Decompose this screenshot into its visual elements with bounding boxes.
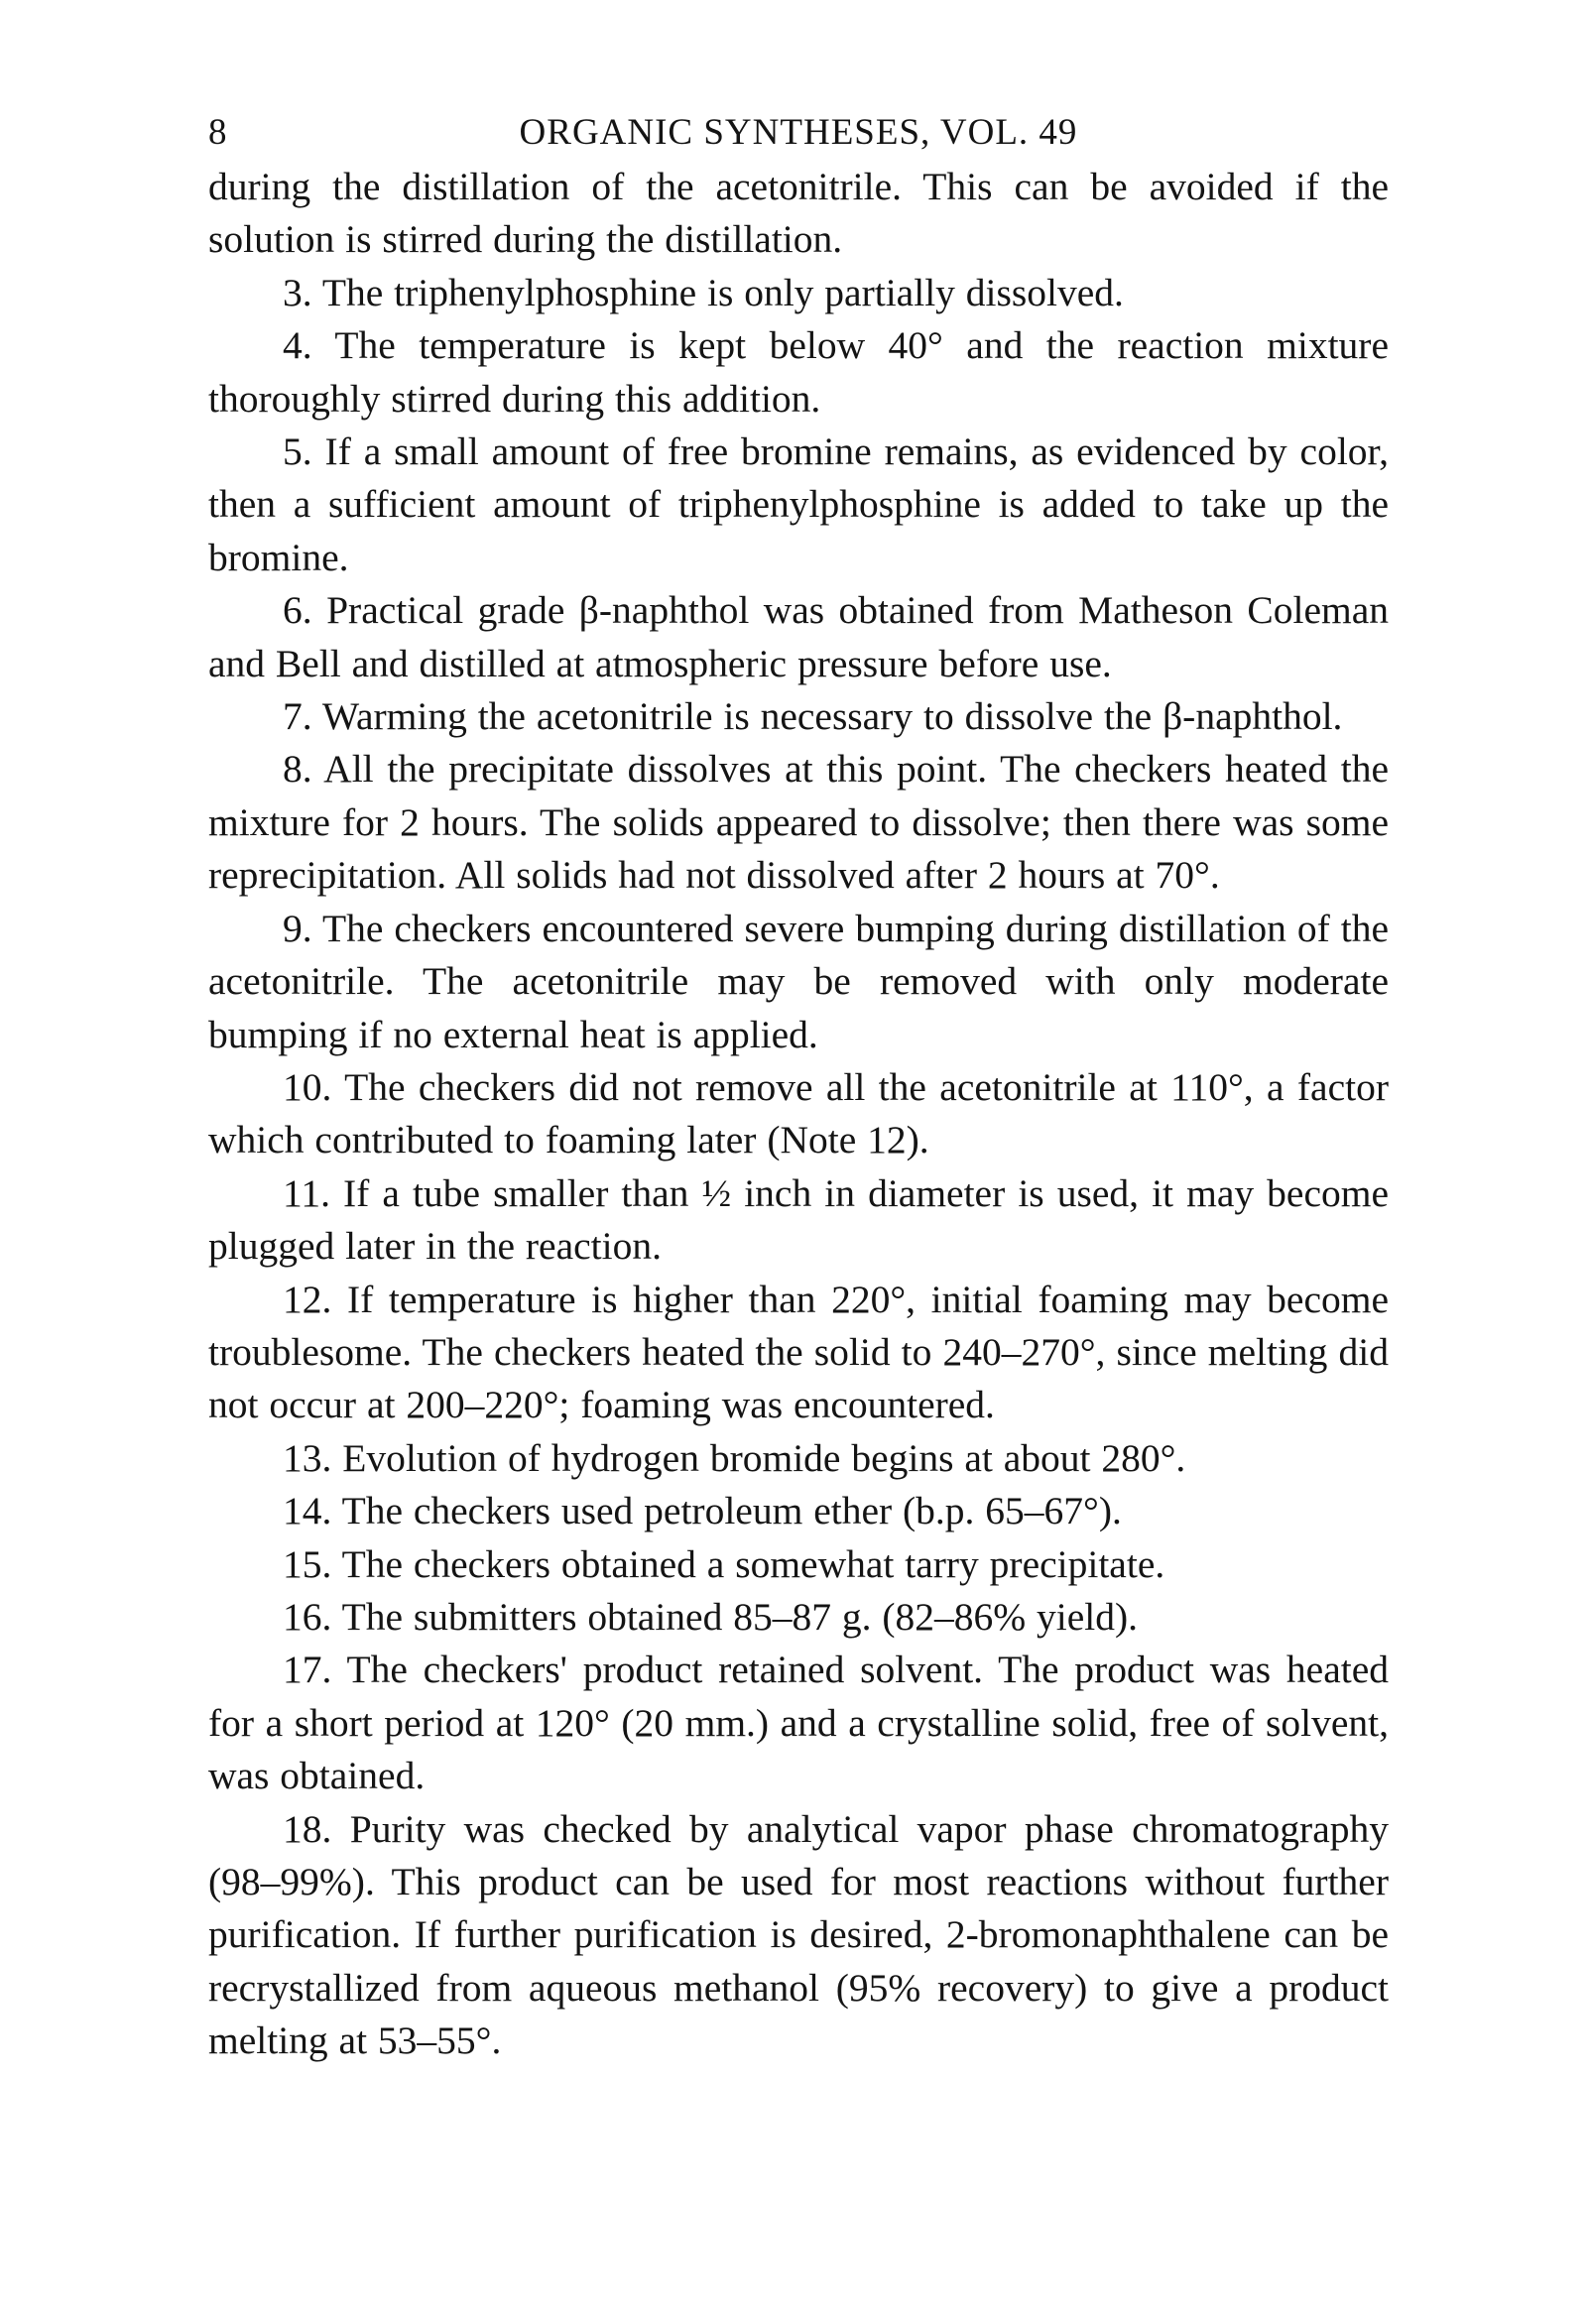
note-6: 6. Practical grade β-naphthol was obtained from Matheson Coleman and Bell and distilled at atmospheric pressure before use. <box>208 588 1389 685</box>
running-head <box>208 99 1389 161</box>
note-15: 15. The checkers obtained a somewhat tarry precipitate. <box>283 1541 1165 1586</box>
note-12: 12. If temperature is higher than 220°, initial foaming may become troublesome. The checkers heated the solid to 240–270°, since melting did not occur at 200–220°; foaming was encountered. <box>208 1277 1389 1427</box>
note-14: 14. The checkers used petroleum ether (b.p. 65–67°). <box>283 1489 1122 1533</box>
note-4: 4. The temperature is kept below 40° and the reaction mixture thoroughly stirred during this addition. <box>208 323 1389 421</box>
page <box>208 99 1389 2068</box>
note-16: 16. The submitters obtained 85–87 g. (82–86% yield). <box>283 1594 1139 1639</box>
note-2-continuation: during the distillation of the acetonitrile. This can be avoided if the solution is stirred during the distillation. <box>208 165 1389 262</box>
note-10: 10. The checkers did not remove all the acetonitrile at 110°, a factor which contributed to foaming later (Note 12). <box>208 1064 1389 1162</box>
page-number: 8 <box>208 112 228 153</box>
note-3: 3. The triphenylphosphine is only partially dissolved. <box>283 270 1124 314</box>
note-5: 5. If a small amount of free bromine remains, as evidenced by color, then a sufficient amount of triphenylphosphine is added to take up the bromine. <box>208 429 1389 579</box>
note-11: 11. If a tube smaller than ½ inch in diameter is used, it may become plugged later in the reaction. <box>208 1170 1389 1269</box>
running-title: ORGANIC SYNTHESES, VOL. 49 <box>519 112 1078 153</box>
note-9: 9. The checkers encountered severe bumping during distillation of the acetonitrile. The acetonitrile may be removed with only moderate bumping if no external heat is applied. <box>208 906 1389 1056</box>
note-13: 13. Evolution of hydrogen bromide begins at about 280°. <box>283 1435 1186 1480</box>
note-7: 7. Warming the acetonitrile is necessary to dissolve the β-naphthol. <box>283 694 1343 739</box>
note-18: 18. Purity was checked by analytical vapor phase chromatography (98–99%). This product can be used for most reactions without further purification. If further purification is desired, 2-bromonaphthalene can be recrystallized from aqueous methanol (95% recovery) to give a product melting at 53–55°. <box>208 1806 1389 2063</box>
note-8: 8. All the precipitate dissolves at this point. The checkers heated the mixture for 2 hours. The solids appeared to dissolve; then there was some reprecipitation. All solids had not dissolved after 2 hours at 70°. <box>208 747 1389 898</box>
note-17: 17. The checkers' product retained solvent. The product was heated for a short period at 120° (20 mm.) and a crystalline solid, free of solvent, was obtained. <box>208 1648 1389 1798</box>
